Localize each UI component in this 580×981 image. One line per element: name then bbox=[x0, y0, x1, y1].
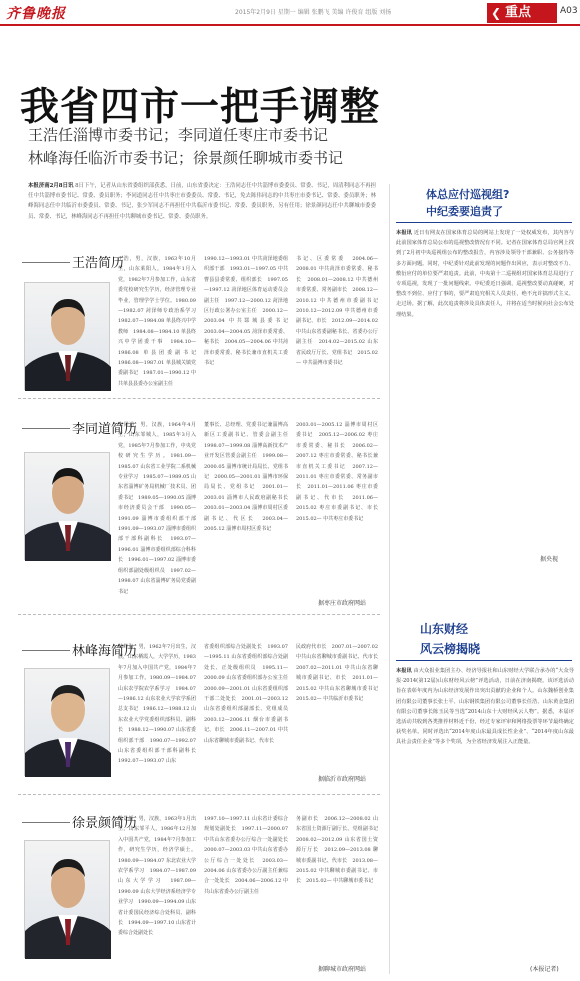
sidebar-dateline: 本报讯 bbox=[396, 230, 413, 236]
bio-source: 据聊城市政府网站 bbox=[318, 966, 367, 973]
section-divider bbox=[18, 794, 380, 795]
bio-text-col-2: 董事长、总经理、党委书记兼淄博高新区工委副书记、管委会副主任 1998.07—1999.08 淄博高新技术产业开发区管委会副主任 1999.08—2000.05 淄博市统计局局长、党组书记 2000.05—2001.01 淄博市环保局局长、党组书记 2001.01—2003.01 淄博市人民政府副秘书长 2003.01—2003.04 淄博市周村区委副书记、代区长 2003.04—2005.12 淄博市周村区委书记 bbox=[204, 422, 294, 533]
sidebar-headline-1b: 中纪委要追责了 bbox=[426, 205, 503, 218]
section-divider bbox=[18, 614, 380, 615]
portrait-photo bbox=[24, 282, 110, 390]
lead-paragraph bbox=[28, 181, 376, 222]
sidebar-signoff: (本报记者) bbox=[530, 966, 559, 973]
lead-text: 8日下午，记者从山东省委组织部获悉，日前，山东省委决定：王浩同志任中共淄博市委委员、常委、书记，周清利同志不再担任中共淄博市委书记、常委、委员职务；李同道同志任中共枣庄市委委员、常委、书记，免去陈伟同志的中共枣庄市委书记、常委、委员职务；林峰海同志任中共临沂市委委员、常委、书记，张少军同志不再担任中共临沂市委书记、常委、委员职务，另有任用；徐景颜同志任中共聊城市委委员、常委、书记，林峰海同志不再担任中共聊城市委书记、常委、委员职务。 bbox=[28, 183, 376, 220]
sidebar-headline-2b: 风云榜揭晓 bbox=[420, 642, 481, 656]
bio-source: 据枣庄市政府网站 bbox=[318, 600, 367, 607]
bio-wang-hao bbox=[18, 252, 384, 394]
section-tag bbox=[487, 3, 557, 23]
bio-li-tongdao bbox=[18, 418, 384, 608]
portrait-photo bbox=[24, 452, 110, 560]
bio-text-col-3: 2003.01—2005.12 淄博市周村区委书记 2005.12—2006.02 枣庄市委常委、秘书长 2006.02—2007.12 枣庄市委常委、秘书长兼市直机关工委书记 2007.12—2011.01 枣庄市委常委、常务副市长 2011.01—2011.06 枣庄市委副书记、代市长 2011.06—2015.02 枣庄市委副书记、市长 2015.02— 中共枣庄市委书记 bbox=[296, 422, 384, 522]
portrait-li-tongdao bbox=[25, 453, 111, 561]
issue-info: 2015年2月9日 星期一 编辑 张鹏飞 美编 许俊育 组版 刘扬 bbox=[235, 9, 392, 16]
portrait-photo bbox=[24, 840, 110, 958]
bio-title: 林峰海简历 bbox=[72, 644, 138, 659]
bio-lin-fenghai bbox=[18, 640, 384, 786]
bio-text-col-1: 徐景颜，男，汉族，1963年1月出生，山东邹平人，1986年12月加入中国共产党，1984年7月参加工作，研究生学历，经济学硕士。1980.09—1984.07 东北农业大学农学系学习 1984.07—1987.09 山东大学学习 1987.09—1990.09 山东大学经济系经济学专业学习 1990.09—1994.09 山东省计委国民经济综合处科员、副科长 1994.09—1997.10 山东省计委综合处副处长 bbox=[118, 816, 196, 937]
portrait-lin-fenghai bbox=[25, 669, 111, 777]
masthead bbox=[0, 0, 580, 26]
bio-title-rule bbox=[22, 262, 70, 263]
bio-title: 李同道简历 bbox=[72, 422, 138, 437]
portrait-xu-jingyan bbox=[25, 841, 111, 959]
sidebar-signoff: 据央视 bbox=[540, 556, 559, 563]
section-label: 重点 bbox=[505, 5, 532, 20]
portrait-wang-hao bbox=[25, 283, 111, 391]
sidebar-headline-rule bbox=[396, 660, 572, 661]
bio-text-col-2: 省委组织部综合处副处长 1993.07—1995.11 山东省委组织部综合处副处长、正处级组织员 1995.11—2000.09 山东省委组织部办公室主任 2000.09—2001.01 山东省委组织部干部二处处长 2001.01—2003.12 山东省委组织部副部长、党组成员 2003.12—2006.11 烟台市委副书记、市长 2006.11—2007.01 中共山东省聊城市委副书记、代市长 bbox=[204, 644, 294, 744]
bio-title-rule bbox=[22, 428, 70, 429]
bio-text-col-3: 书记、区委常委 2004.06—2008.01 中共菏泽市委常委、秘书长 2008.01—2008.12 中共德州市委常委、常务副市长 2008.12—2010.12 中共德州市委副书记 2010.12—2012.09 中共德州市委副书记、市长 2012.09—2014.02 中共山东省委副秘书长、省委办公厅副主任 2014.02—2015.02 山东省民政厅厅长、党组书记 2015.02— 中共淄博市委书记 bbox=[296, 256, 384, 367]
bio-title-rule bbox=[22, 822, 70, 823]
sidebar-dateline: 本报讯 bbox=[396, 668, 412, 674]
bio-title-rule bbox=[22, 650, 70, 651]
bio-text-col-3: 民政府代市长 2007.01—2007.02 中共山东省聊城市委副书记、代市长 2007.02—2011.01 中共山东省聊城市委副书记、市长 2011.01—2015.02 中共山东省聊城市委书记 2015.02— 中共临沂市委书记 bbox=[296, 644, 384, 703]
sidebar-story-2 bbox=[396, 666, 574, 962]
section-divider bbox=[18, 398, 380, 399]
sidebar-headline-2a: 山东财经 bbox=[420, 622, 469, 636]
bio-title: 王浩简历 bbox=[72, 256, 125, 271]
sidebar-story-1 bbox=[396, 228, 574, 546]
sidebar-headline-rule bbox=[396, 222, 572, 223]
bio-text-col-3: 务副市长 2006.12—2008.02 山东省国土资源厅副厅长、党组副书记 2008.02—2012.09 山东省国土资源厅厅长 2012.09—2013.08 聊城市委副书记、代市长 2013.08—2015.02 中共聊城市委副书记、市长 2015.02— 中共聊城市委书记 bbox=[296, 816, 384, 885]
bio-text-col-2: 1990.12—1993.01 中共菏泽地委组织部干部 1993.01—1997.05 中共曹县县委常委、组织部长 1997.05—1997.12 菏泽地区体育运动委员会副主任 1997.12—2000.12 菏泽地区行政公署办公室主任 2000.12—2003.04 中共郓城县委书记 2003.04—2004.05 菏泽市委常委、秘书长 2004.05—2004.06 中共菏泽市委常委、秘书长兼市直机关工委书记 bbox=[204, 256, 294, 367]
page-number: A03 bbox=[560, 6, 578, 16]
lead-dateline: 本报济南2月8日讯 bbox=[28, 183, 74, 189]
newspaper-logo: 齐鲁晚报 bbox=[6, 6, 66, 22]
bio-source: 据临沂市政府网站 bbox=[318, 776, 367, 783]
portrait-photo bbox=[24, 668, 110, 776]
subheadline-2: 林峰海任临沂市委书记；徐景颜任聊城市委书记 bbox=[28, 149, 344, 167]
bio-text-col-1: 王浩，男，汉族，1963年10月生，山东莱阳人，1984年1月入党，1982年7月参加工作，山东省委党校研究生学历，经济管理专业毕业，管理学学士学位。1980.09—1982.07 菏泽师专政治系学习 1982.07—1984.08 单县终兴中学教师 1984.08—1984.10 单县终兴中学团委干事 1984.10—1986.08 单县团委副书记 1986.08—1987.01 单县城关镇党委副书记 1987.01—1990.12 中共单县县委办公室副主任 bbox=[118, 256, 202, 387]
bio-text-col-2: 1997.10—1997.11 山东省计委综合规划处副处长 1997.11—2000.07 中共山东省委办公厅综合一处副处长 2000.07—2003.03 中共山东省委办公厅综合一处处长 2003.03—2004.06 山东省委办公厅副主任兼综合一处处长 2004.06—2006.12 中共山东省委办公厅副主任 bbox=[204, 816, 294, 895]
subheadline-1: 王浩任淄博市委书记；李同道任枣庄市委书记 bbox=[28, 126, 329, 144]
sidebar-headline-1a: 体总应付巡视组? bbox=[426, 188, 510, 201]
bio-title: 徐景颜简历 bbox=[72, 816, 138, 831]
main-headline: 我省四市一把手调整 bbox=[20, 85, 381, 130]
bio-text-col-1: 林峰海，男，1962年7月出生，汉族，山东栖霞人，大学学历，1983年7月加入中国共产党，1984年7月参加工作。1980.09—1984.07 山东农学院农学系学习 1984.07—1986.12 山东农业大学农学系团总支书记 1986.12—1988.12 山东农业大学党委组织部科员、副科长 1988.12—1990.07 山东省委组织部干部 1990.07—1992.07 山东省委组织部干部科副科长 1992.07—1993.07 山东 bbox=[118, 644, 202, 765]
sidebar-story-2-body: 由大众报业集团主办、经济导报社和山东财经大学联合承办的“大众导报·2014(第12届)山东财经风云榜”评选活动，日前在济南揭晓。该评选活动旨在表彰年度内为山东经济发展作出突出贡献的企业和个人。山东魏桥创业集团有限公司董事长张士平、山东钢铁集团有限公司董事长任浩、山东黄金集团有限公司董事长陈玉民等当选“2014山东十大财经风云人物”。据悉，本届评选活动共收到各类推荐材料近千份，经过专家评审和网络投票等环节最终确定获奖名单。同时评选出“2014年度山东最具成长性企业”、“2014年度山东最具社会责任企业”等多个奖项，为全省经济发展注入正能量。 bbox=[396, 668, 575, 746]
sidebar-story-1-body: 近日有网友在国家体育总局的网站上发现了一处权威发布，其内容与此前国家体育总局公布的巡视整改情况有不同。记者在国家体育总局官网上找到了2月初中央巡视组公布的整改报告，内容涉及领导干部兼职、公务接待等多方面问题。同时，中纪委针对此前发现的问题作出回应，表示对整改不力、敷衍应付的单位要严肃追责。此前，中央第十二巡视组对国家体育总局进行了专项巡视，发现了一批问题线索。中纪委近日强调，巡视整改要动真碰硬，对整改不到位、应付了事的，要严肃追究相关人员责任，绝不允许搞形式主义、走过场。据了解，此次追责将涉及具体责任人，并将在适当时候向社会公布处理结果。 bbox=[396, 230, 574, 318]
bio-text-col-1: 李同道，男，汉族，1964年4月生，山东邹城人，1985年3月入党，1985年7月参加工作，中央党校研究生学历。1981.09—1985.07 山东省工业学院二系机械专业学习 1985.07—1989.05 山东省淄博矿务局机械厂技术员、团委书记 1989.05—1990.05 淄博市经济委员会干部 1990.05—1991.09 淄博市委组织部干部 1991.09—1993.07 淄博市委组织部干部科副科长 1993.07—1996.01 淄博市委组织部综合科科长 1996.01—1997.02 淄博市委组织部副处级组织员 1997.02—1998.07 山东省淄博矿务局党委副书记 bbox=[118, 422, 202, 595]
bio-xu-jingyan bbox=[18, 812, 384, 974]
column-divider bbox=[389, 184, 390, 974]
section-arrow-icon: ❮ bbox=[491, 6, 502, 20]
